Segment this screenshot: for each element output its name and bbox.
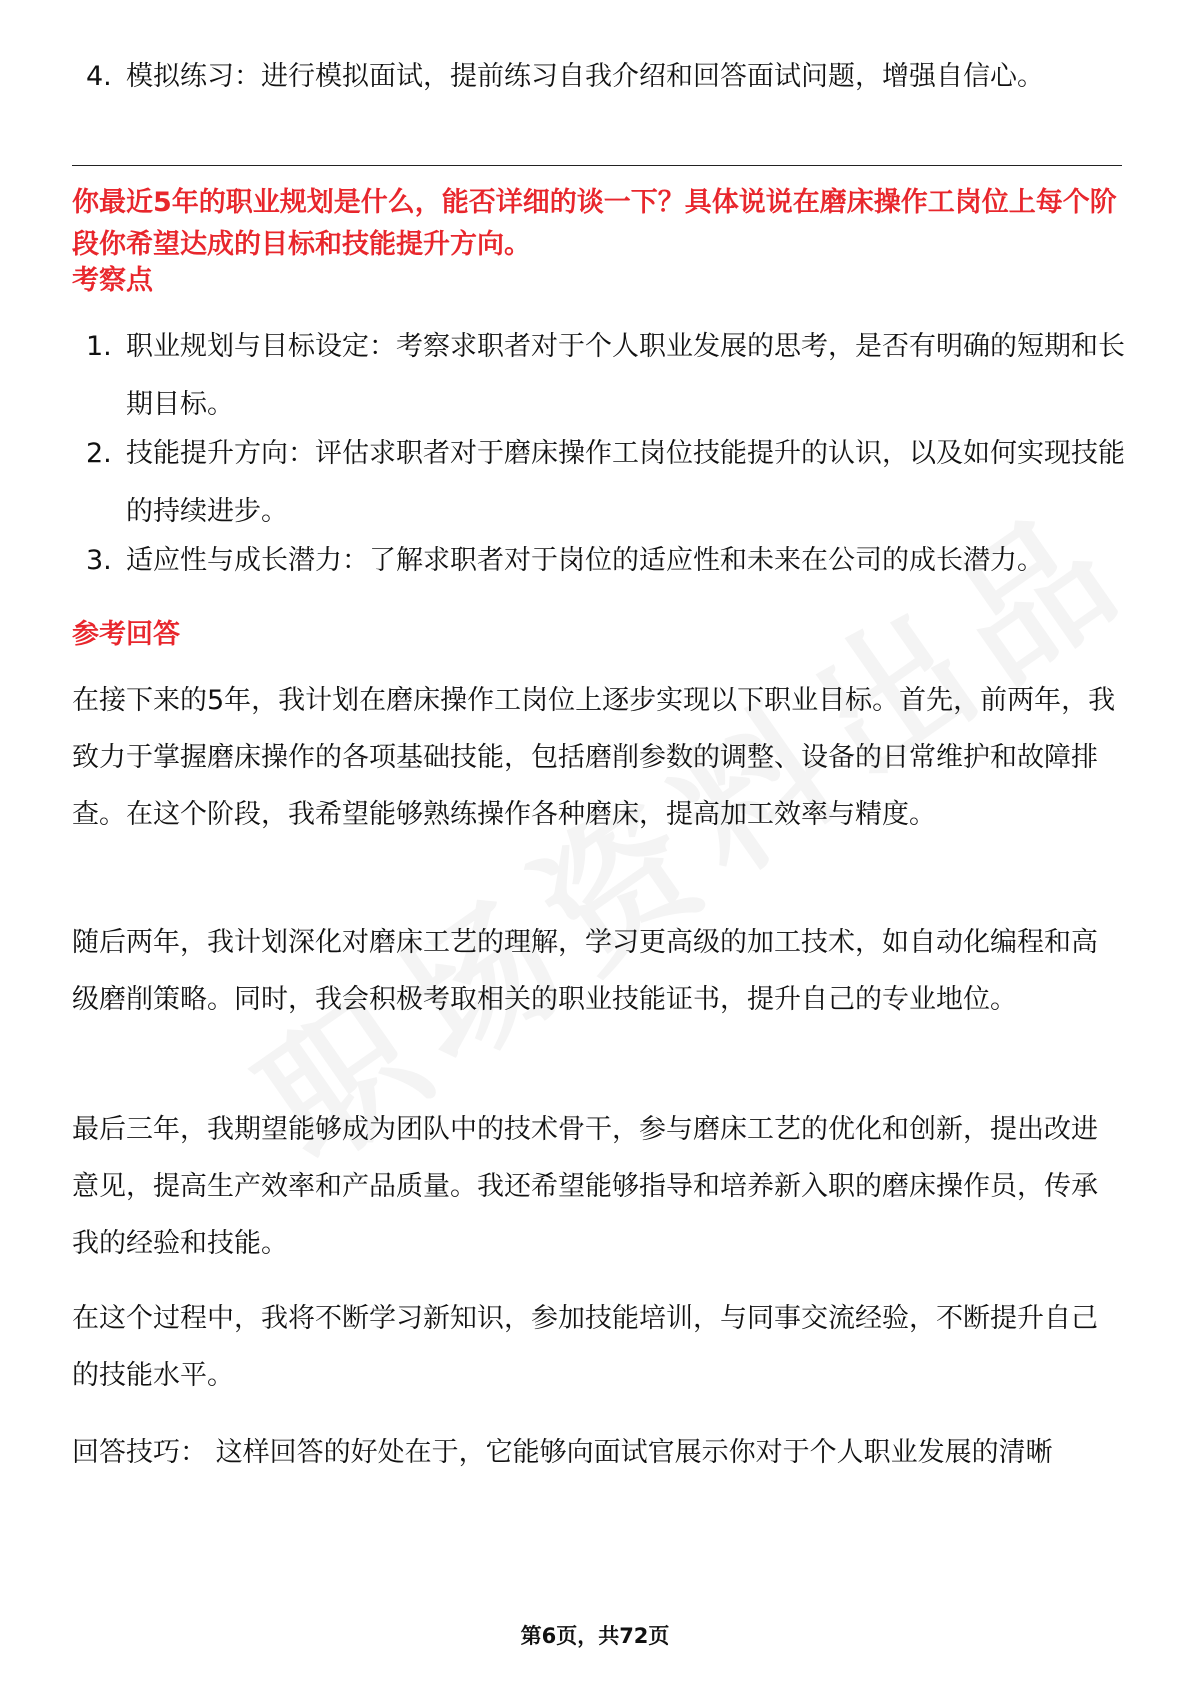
- answer-paragraph: 随后两年，我计划深化对磨床工艺的理解，学习更高级的加工技术，如自动化编程和高级磨削策略。同时，我会积极考取相关的职业技能证书，提升自己的专业地位。: [72, 927, 1098, 1015]
- answer-paragraph: 在接下来的5年，我计划在磨床操作工岗位上逐步实现以下职业目标。首先，前两年，我致力于掌握磨床操作的各项基础技能，包括磨削参数的调整、设备的日常维护和故障排查。在这个阶段，我希望能够熟练操作各种磨床，提高加工效率与精度。: [72, 685, 1116, 830]
- answer-paragraph: 在这个过程中，我将不断学习新知识，参加技能培训，与同事交流经验，不断提升自己的技能水平。: [72, 1303, 1098, 1391]
- interview-question: 你最近5年的职业规划是什么，能否详细的谈一下？具体说说在磨床操作工岗位上每个阶段你希望达成的目标和技能提升方向。: [72, 187, 1117, 260]
- list-item: [86, 48, 1126, 106]
- list-text: 适应性与成长潜力：了解求职者对于岗位的适应性和未来在公司的成长潜力。: [126, 545, 1044, 576]
- list-item: [86, 318, 1126, 434]
- list-text: 技能提升方向：评估求职者对于磨床操作工岗位技能提升的认识，以及如何实现技能的持续进步。: [126, 438, 1125, 527]
- list-number: 3.: [86, 545, 112, 576]
- section-heading-answer: 参考回答: [72, 619, 180, 650]
- list-number: 2.: [86, 438, 112, 469]
- section-heading-exam: 考察点: [72, 265, 153, 296]
- list-item: [86, 532, 1126, 590]
- list-text: 职业规划与目标设定：考察求职者对于个人职业发展的思考，是否有明确的短期和长期目标。: [126, 331, 1125, 420]
- list-number: 4.: [86, 61, 112, 92]
- list-item: [86, 425, 1126, 541]
- list-text: 模拟练习：进行模拟面试，提前练习自我介绍和回答面试问题，增强自信心。: [126, 61, 1044, 92]
- divider: [72, 165, 1122, 166]
- list-number: 1.: [86, 331, 112, 362]
- page-footer: 第6页，共72页: [520, 1624, 670, 1648]
- answer-paragraph: 最后三年，我期望能够成为团队中的技术骨干，参与磨床工艺的优化和创新，提出改进意见，提高生产效率和产品质量。我还希望能够指导和培养新入职的磨床操作员，传承我的经验和技能。: [72, 1114, 1098, 1259]
- answer-tip: 回答技巧： 这样回答的好处在于，它能够向面试官展示你对于个人职业发展的清晰: [72, 1437, 1053, 1468]
